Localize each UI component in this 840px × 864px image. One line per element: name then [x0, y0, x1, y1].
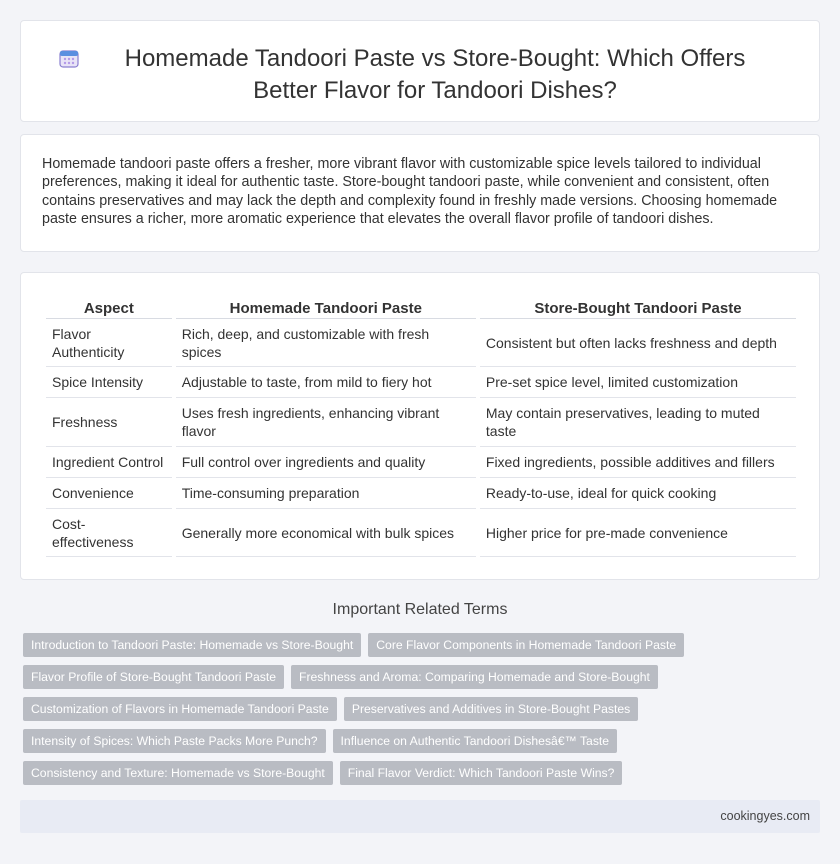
table-row — [46, 509, 796, 557]
related-terms-row — [23, 761, 823, 785]
related-term-link[interactable]: Flavor Profile of Store-Bought Tandoori Paste — [23, 665, 284, 689]
cell-store-bought: Pre-set spice level, limited customization — [480, 367, 796, 398]
header-store-bought: Store-Bought Tandoori Paste — [480, 297, 796, 319]
cell-store-bought: Higher price for pre-made convenience — [480, 509, 796, 557]
cell-store-bought: Consistent but often lacks freshness and depth — [480, 319, 796, 367]
related-term-link[interactable]: Influence on Authentic Tandoori Dishesâ€™ Taste — [333, 729, 618, 753]
related-term-link[interactable]: Final Flavor Verdict: Which Tandoori Paste Wins? — [340, 761, 623, 785]
comparison-table — [42, 297, 800, 557]
related-term-link[interactable]: Introduction to Tandoori Paste: Homemade vs Store-Bought — [23, 633, 361, 657]
comparison-table-card — [20, 272, 820, 580]
related-term-link[interactable]: Freshness and Aroma: Comparing Homemade and Store-Bought — [291, 665, 658, 689]
cell-aspect: Ingredient Control — [46, 447, 172, 478]
cell-homemade: Adjustable to taste, from mild to fiery hot — [176, 367, 476, 398]
related-terms-row — [23, 633, 823, 657]
table-row — [46, 367, 796, 398]
related-term-link[interactable]: Consistency and Texture: Homemade vs Store-Bought — [23, 761, 333, 785]
cell-store-bought: Ready-to-use, ideal for quick cooking — [480, 478, 796, 509]
cell-aspect: Cost-effectiveness — [46, 509, 172, 557]
table-row — [46, 447, 796, 478]
cell-homemade: Generally more economical with bulk spices — [176, 509, 476, 557]
header-card — [20, 20, 820, 122]
related-terms-title: Important Related Terms — [332, 601, 508, 618]
cell-homemade: Rich, deep, and customizable with fresh spices — [176, 319, 476, 367]
summary-card — [20, 134, 820, 252]
header-aspect: Aspect — [46, 297, 172, 319]
table-row — [46, 398, 796, 447]
footer-site-link[interactable]: cookingyes.com — [720, 809, 810, 823]
header-homemade: Homemade Tandoori Paste — [176, 297, 476, 319]
cell-homemade: Full control over ingredients and quality — [176, 447, 476, 478]
cell-store-bought: May contain preservatives, leading to muted taste — [480, 398, 796, 447]
summary-text: Homemade tandoori paste offers a fresher, more vibrant flavor with customizable spice levels tailored to individual preferences, making it ideal for authentic taste. Store-bought tandoori paste, while convenient and consistent, often contains preservatives and may lack the depth and complexity found in freshly made versions. Choosing homemade paste ensures a richer, more aromatic experience that elevates the overall flavor profile of tandoori dishes. — [42, 156, 778, 227]
table-row — [46, 478, 796, 509]
cell-aspect: Convenience — [46, 478, 172, 509]
page-title: Homemade Tandoori Paste vs Store-Bought: Which Offers Better Flavor for Tandoori Dishes? — [124, 45, 746, 104]
related-terms — [23, 633, 823, 793]
related-term-link[interactable]: Core Flavor Components in Homemade Tandoori Paste — [368, 633, 684, 657]
related-terms-row — [23, 665, 823, 689]
cell-aspect: Flavor Authenticity — [46, 319, 172, 367]
cell-homemade: Uses fresh ingredients, enhancing vibrant flavor — [176, 398, 476, 447]
related-terms-row — [23, 729, 823, 753]
related-terms-row — [23, 697, 823, 721]
cell-aspect: Spice Intensity — [46, 367, 172, 398]
cell-aspect: Freshness — [46, 398, 172, 447]
related-term-link[interactable]: Customization of Flavors in Homemade Tandoori Paste — [23, 697, 337, 721]
footer — [20, 800, 820, 833]
cell-store-bought: Fixed ingredients, possible additives and fillers — [480, 447, 796, 478]
cell-homemade: Time-consuming preparation — [176, 478, 476, 509]
table-row — [46, 319, 796, 367]
table-header-row — [46, 297, 796, 319]
related-term-link[interactable]: Intensity of Spices: Which Paste Packs More Punch? — [23, 729, 326, 753]
related-term-link[interactable]: Preservatives and Additives in Store-Bought Pastes — [344, 697, 638, 721]
